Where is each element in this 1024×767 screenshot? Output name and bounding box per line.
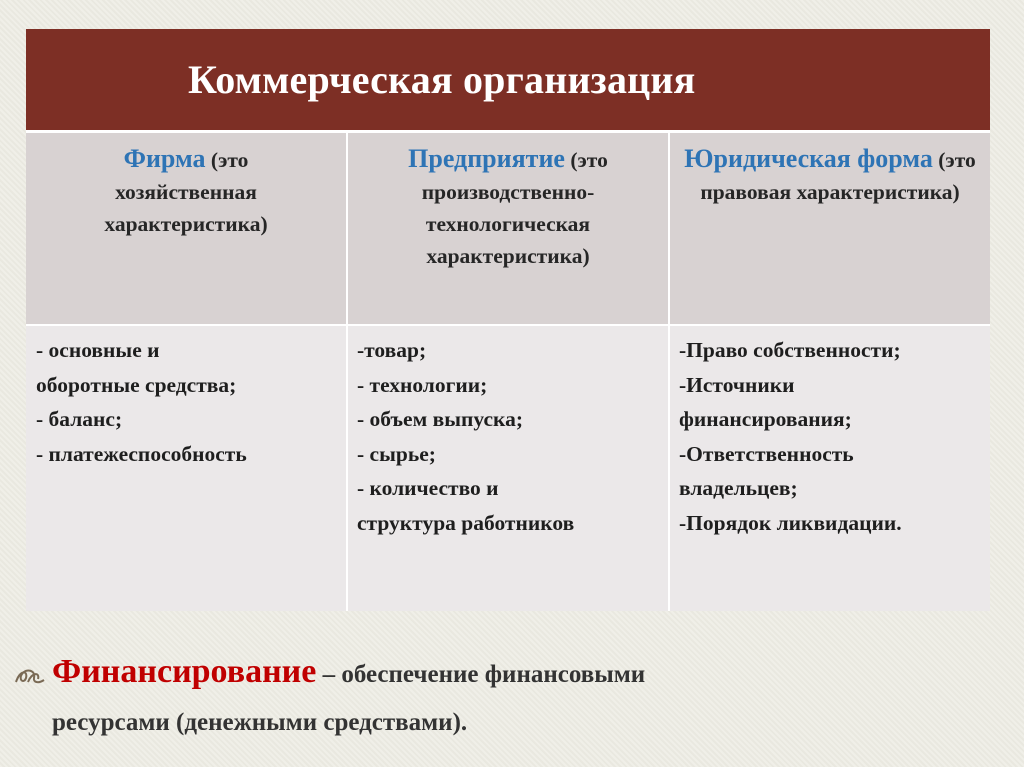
definition-paragraph bbox=[14, 650, 1004, 745]
body-cell-enterprise bbox=[348, 326, 668, 611]
body-cell-firm bbox=[26, 326, 346, 611]
list-item: -Источники bbox=[679, 372, 795, 397]
header-cell-firm bbox=[26, 133, 346, 324]
list-item: - платежеспособность bbox=[36, 441, 247, 466]
list-item: - объем выпуска; bbox=[357, 407, 523, 431]
list-item: - технологии; bbox=[357, 372, 488, 397]
list-item: -товар; bbox=[357, 338, 427, 362]
header-accent-firm: Фирма bbox=[123, 144, 206, 173]
definition-text-part2: ресурсами (денежными средствами). bbox=[52, 709, 468, 736]
header-row bbox=[26, 133, 990, 324]
body-row bbox=[26, 326, 990, 611]
list-item: - количество и bbox=[357, 476, 499, 500]
header-text-enterprise: (это производственно-технологическая характеристика) bbox=[421, 148, 608, 268]
header-cell-enterprise bbox=[348, 133, 668, 324]
list-item: - сырье; bbox=[357, 441, 436, 466]
title-bar bbox=[26, 29, 990, 130]
list-item: владельцев; bbox=[679, 476, 798, 500]
scroll-bullet-icon bbox=[14, 657, 52, 701]
header-text-legal-form: (это правовая характеристика) bbox=[700, 148, 976, 204]
list-item: оборотные средства; bbox=[36, 372, 237, 397]
comparison-table bbox=[26, 29, 990, 611]
header-cell-legal-form bbox=[670, 133, 990, 324]
list-item: структура работников bbox=[357, 510, 575, 535]
term-financing: Финансирование bbox=[52, 653, 317, 690]
list-item: - основные и bbox=[36, 338, 160, 362]
body-cell-legal-form bbox=[670, 326, 990, 611]
definition-text-part1: – обеспечение финансовыми bbox=[316, 661, 646, 688]
header-accent-enterprise: Предприятие bbox=[408, 144, 565, 173]
list-item: -Ответственность bbox=[679, 441, 854, 466]
header-text-firm: (это хозяйственная характеристика) bbox=[104, 148, 268, 236]
list-item: - баланс; bbox=[36, 407, 123, 431]
list-item: -Право собственности; bbox=[679, 338, 901, 362]
table-title: Коммерческая организация bbox=[188, 57, 696, 102]
list-item: финансирования; bbox=[679, 407, 852, 431]
header-accent-legal-form: Юридическая форма bbox=[684, 144, 933, 173]
list-item: -Порядок ликвидации. bbox=[679, 510, 902, 535]
